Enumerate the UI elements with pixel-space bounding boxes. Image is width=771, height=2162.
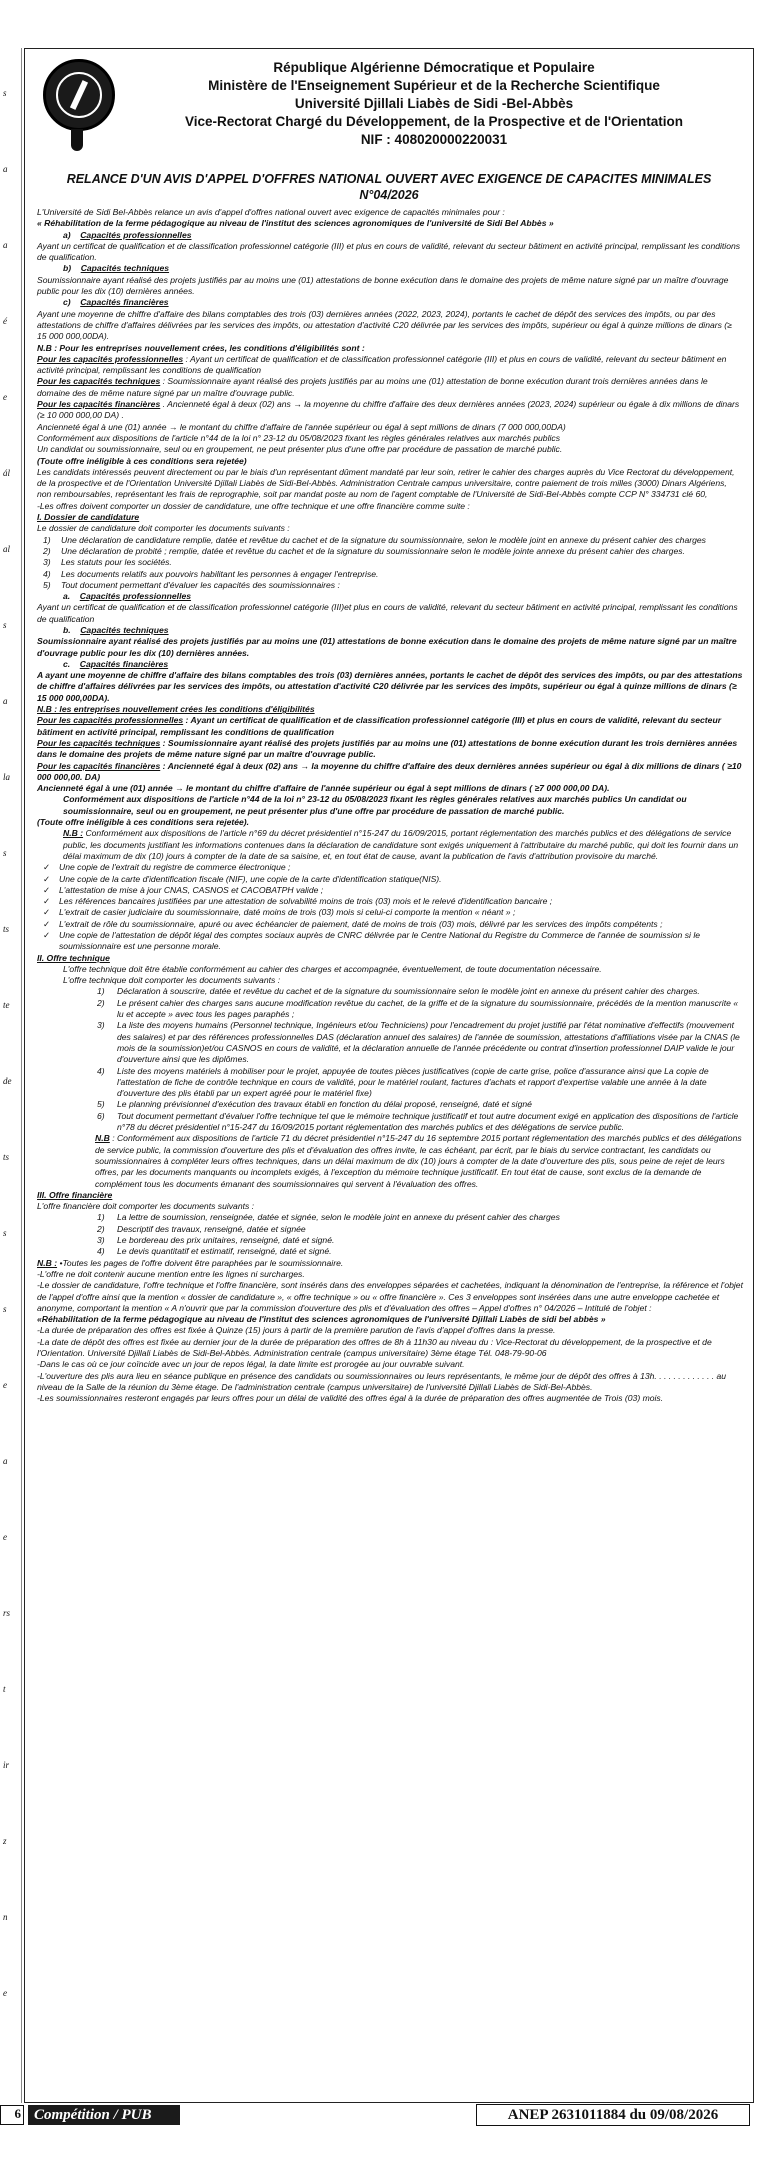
ministry-name: Ministère de l'Enseignement Supérieur et de la Recherche Scientifique — [208, 78, 660, 93]
financiere-p5: -La date de dépôt des offres est fixée au dernier jour de la durée de préparation des offres de 8h à 11h30 au niveau du : Vice-Rectorat du développement, de la prospective et de l'Orientation. Université Djillali Liabès de Sidi-Bel-Abbès. Administration centrale (campus universitaire) 3ème étage Tél. 048-79-90-06 — [37, 1336, 712, 1358]
edge-fragment: a — [3, 1456, 8, 1466]
list-item — [97, 1066, 743, 1100]
dossier-cap-a-heading: a. Capacités professionnelles — [63, 591, 192, 602]
edge-fragment: s — [3, 88, 7, 98]
page-number: 6 — [0, 2105, 24, 2125]
checklist-item: ✓ Les références bancaires justifiées par une attestation de solvabilité moins de trois (03) mois et le relevé d'identification bancaire ; — [37, 896, 743, 907]
financiere-p3: «Réhabilitation de la ferme pédagogique au niveau de l'institut des sciences agronomiques de l'université Djillali Liabès de sidi bel abbès » — [37, 1314, 606, 1325]
vice-rectorate-name: Vice-Rectorat Chargé du Développement, de la Prospective et de l'Orientation — [184, 114, 684, 129]
dossier-list — [37, 535, 743, 591]
financiere-nb: N.B : •Toutes les pages de l'offre doivent être paraphées par le soumissionnaire. — [37, 1257, 344, 1268]
edge-fragment: e — [3, 1380, 7, 1390]
list-item-number: 3) — [43, 557, 51, 568]
announcement-title: RELANCE D'UN AVIS D'APPEL D'OFFRES NATIONAL OUVERT AVEC EXIGENCE DE CAPACITES MINIMALES N°04/2026 — [66, 172, 712, 202]
list-item-text: Une déclaration de candidature remplie, datée et revêtue du cachet et de la signature du soumissionnaire, selon le modèle joint en annexe du présent cahier des charges — [61, 534, 706, 545]
cap-a-text: Ayant un certificat de qualification et de classification professionnel catégorie (III) et plus en cours de validité, relevant du secteur bâtiment en activité principal, remplissant les conditions de qualification. — [37, 240, 741, 263]
republic-name: République Algérienne Démocratique et Populaire — [273, 60, 595, 75]
technique-intro-1: L'offre technique doit être établie conformément au cahier des charges et accompagnée, éventuellement, de toute documentation nécessaire. — [63, 963, 602, 974]
list-item-text: Une déclaration de probité ; remplie, datée et revêtue du cachet et de la signature du soumissionnaire selon le modèle jointe annexe du présent cahier des charges. — [61, 545, 685, 556]
list-item-number: 3) — [97, 1235, 105, 1246]
dossier-nb-fin: Pour les capacités financières : Ancienneté égal à deux (02) ans → la moyenne du chiffre d'affaire des deux dernières années supérieur ou égal à dix millions de dinars ( ≥10 000 000,00. DA) — [37, 760, 742, 782]
logo-stem — [71, 129, 83, 151]
list-item — [97, 1111, 743, 1134]
offers-composition: -Les offres doivent comporter un dossier de candidature, une offre technique et une offre financière comme suite : — [37, 500, 470, 511]
list-item-number: 5) — [43, 579, 51, 590]
list-item-text: Déclaration à souscrire, datée et revêtue du cachet et de la signature du soumissionnaire selon le modèle joint en annexe du présent cahier des charges. — [117, 986, 700, 997]
list-item-number: 3) — [97, 1020, 105, 1031]
dossier-intro: Le dossier de candidature doit comporter les documents suivants : — [37, 523, 290, 534]
anep-reference: ANEP 2631011884 du 09/08/2026 — [476, 2104, 750, 2126]
edge-fragment: al — [3, 544, 11, 554]
dossier-cap-b-text: Soumissionnaire ayant réalisé des projets justifiés par au moins une (01) attestations de bonne exécution dans le domaine des projets de même nature signé par un maître d'ouvrage public pour les dix (10) dernières années. — [37, 636, 737, 658]
dossier-conformement: Conformément aux dispositions de l'article n°44 de la loi n° 23-12 du 05/08/2023 fixant les règles générales relatives aux marchés publics Un candidat ou soumissionnaire, seul ou en groupement, ne peut présenter plus d'une offre par procédure de passation de marché public. — [63, 794, 687, 816]
list-item — [97, 1246, 743, 1257]
university-name: Université Djillali Liabès de Sidi -Bel-Abbès — [294, 96, 574, 111]
list-item-text: Les statuts pour les sociétés. — [61, 557, 172, 568]
technique-list — [37, 986, 743, 1133]
list-item — [97, 1235, 743, 1246]
edge-fragment: a — [3, 164, 8, 174]
list-item-number: 5) — [97, 1099, 105, 1110]
edge-fragment: é — [3, 316, 7, 326]
nif-number: NIF : 408020000220031 — [360, 132, 508, 147]
page-footer — [24, 2103, 754, 2127]
edge-fragment: ts — [3, 1152, 10, 1162]
dossier-cap-c-text: A ayant une moyenne de chiffre d'affaire des bilans comptables des trois (03) dernières années, portants le cachet de dépôt des services des impôts, ou par des attestations de chiffre d'affaires délivrées par les services des impôts, ou attestation d'activité C20 délivrée par les services des impôts, supérieur ou égal à quinze millions de dinars (≥ 15 000 000,00DA). — [37, 670, 743, 703]
technique-intro-2: L'offre technique doit comporter les documents suivants : — [63, 975, 281, 986]
edge-fragment: e — [3, 1532, 7, 1542]
list-item-text: Le devis quantitatif et estimatif, renseigné, daté et signé. — [117, 1246, 332, 1257]
list-item — [97, 1212, 743, 1223]
nb-prof: Pour les capacités professionnelles : Ayant un certificat de qualification et de classification professionnel catégorie (III) et plus en cours de validité, relevant du secteur bâtiment en activité principal, remplissant les conditions de qualification — [37, 353, 727, 376]
nb-candidat: Un candidat ou soumissionnaire, seul ou en groupement, ne peut présenter plus d'une offre par procédure de passation de marché public. — [37, 444, 563, 455]
financiere-heading: III. Offre financière — [37, 1189, 113, 1200]
list-item-number: 4) — [97, 1065, 105, 1076]
dossier-cap-b-heading: b. Capacités techniques — [63, 624, 169, 635]
list-item-text: Le bordereau des prix unitaires, renseigné, daté et signé. — [117, 1235, 335, 1246]
dossier-heading: I. Dossier de candidature — [37, 512, 140, 523]
announcement-body — [25, 207, 753, 1404]
list-item-number: 6) — [97, 1110, 105, 1121]
list-item-text: Liste des moyens matériels à mobiliser pour le projet, appuyée de toutes pièces justificatives (copie de carte grise, police d'assurance ainsi que La copie de l'attestation de fiche de contrôle technique en cours de validité, pour le matériel roulant, factures d'achats et rapport d'expertise valable une année à la date d'ouverture des plis établi par un expert agréé pour le matériel fixe) — [117, 1065, 709, 1099]
list-item-number: 1) — [43, 534, 51, 545]
list-item-text: Tout document permettant d'évaluer l'offre technique tel que le mémoire technique justificatif et tout autre document exigé en application des dispositions de l'article n°78 du décret présidentiel n°15-247 du 16/09/2015 portant réglementation des marchés publics et des délégations de service public. — [117, 1110, 739, 1133]
list-item — [97, 998, 743, 1021]
financiere-p6: -Dans le cas où ce jour coïncide avec un jour de repos légal, la date limite est prorogée au jour ouvrable suivant. — [37, 1359, 465, 1370]
nb-tech: Pour les capacités techniques : Soumissionnaire ayant réalisé des projets justifiés par au moins une (01) attestation de bonne exécution durant trois dernières années dans le domaine des de même nature signé par un maître d'ouvrage public. — [37, 376, 708, 398]
nb-conformement: Conformément aux dispositions de l'article n°44 de la loi n° 23-12 du 05/08/2023 fixant les règles générales relatives aux marchés publics — [37, 432, 561, 443]
financiere-p4: -La durée de préparation des offres est fixée à Quinze (15) jours à partir de la première parution de l'avis d'appel d'offres dans la presse. — [37, 1325, 556, 1336]
list-item-number: 1) — [97, 1212, 105, 1223]
nb-toute-offre: (Toute offre inéligible à ces conditions sera rejetée) — [37, 455, 247, 466]
intro-text: L'Université de Sidi Bel-Abbès relance un avis d'appel d'offres national ouvert avec exigence de capacités minimales pour : — [37, 207, 505, 217]
list-item — [97, 1099, 743, 1110]
cap-b-heading: b) Capacités techniques — [63, 263, 170, 274]
checklist-item: ✓ Une copie de l'attestation de dépôt légal des comptes sociaux auprès de CNRC délivrée par le Centre National du Registre du Commerce de l'année de soumission si le soumissionnaire est une personne morale. — [37, 930, 743, 953]
announcement-frame — [24, 48, 754, 2103]
edge-fragment: s — [3, 1228, 7, 1238]
edge-fragment: e — [3, 392, 7, 402]
edge-fragment: ál — [3, 468, 11, 478]
list-item-text: La liste des moyens humains (Personnel technique, Ingénieurs et/ou Techniciens) pour l'encadrement du projet justifié par l'état nominative d'effectifs (mouvement des salaires) et par des références professionnelles DAS (déclaration annuel des salaires) de l'année de soumission, attestations d'affiliations visée par la CNAS (le mois de la soumission)et/ou CASNOS en cours de validité, et la déclaration annuelle de l'année précédente ou contrat d'insertion professionnel DAIP valide le jour d'ouverture ainsi que les diplômes. — [117, 1020, 740, 1065]
list-item-text: Tout document permettant d'évaluer les capacités des soumissionnaires : — [61, 579, 340, 590]
dossier-nb-prof: Pour les capacités professionnelles : Ayant un certificat de qualification et de classification professionnel catégorie (III) et plus en cours de validité, relevant du secteur bâtiment en activité principal, remplissant les conditions de qualification — [37, 715, 722, 737]
list-item-number: 4) — [43, 568, 51, 579]
cap-b-text: Soumissionnaire ayant réalisé des projets justifiés par au moins une (01) attestations de bonne exécution dans le domaine des projets de même nature signé par un maître d'ouvrage public pour les dix (10) dernières années. — [37, 274, 729, 297]
list-item-text: Le présent cahier des charges sans aucune modification revêtue du cachet, de la griffe et de la signature du soumissionnaire, précédés de la mention manuscrite « lu et accepte » avec tous les pages paraphés ; — [117, 997, 739, 1020]
edge-fragment: n — [3, 1912, 8, 1922]
edge-fragment: s — [3, 848, 7, 858]
nb-anciennete: Ancienneté égal à une (01) année → le montant du chiffre d'affaire de l'année supérieur ou égal à sept millions de dinars (7 000 000,00DA) — [37, 421, 566, 432]
edge-fragment: te — [3, 1000, 10, 1010]
cap-c-text: Ayant une moyenne de chiffre d'affaire des bilans comptables des trois (03) dernières années (2022, 2023, 2024), portants le cachet de dépôt des services des impôts, ou par des attestations de chiffre d'affaires délivrées par les services des impôts, ou attestation d'activité C20 délivrée par les services des impôts, supérieur ou égal à quinze millions de dinars (≥ 15 000 000,00DA). — [37, 308, 732, 342]
financiere-list — [37, 1212, 743, 1257]
competition-pub-label: Compétition / PUB — [28, 2105, 180, 2125]
list-item — [37, 535, 743, 546]
edge-fragment: ts — [3, 924, 10, 934]
list-item — [37, 580, 743, 591]
adjacent-column-edge — [0, 48, 22, 2103]
list-item — [97, 986, 743, 997]
edge-fragment: e — [3, 1988, 7, 1998]
financiere-p7: -L'ouverture des plis aura lieu en séance publique en présence des candidats ou soumissionnaires ou leurs représentants, le même jour de dépôt des offres à 13h. . . . . . . . . . . . . au niveau de la Salle de la réunion du 3ème étage. De l'administration centrale (campus universitaire) de l'université Djillali Liabès de Sidi-Bel-Abbès. — [37, 1370, 727, 1392]
list-item-text: La lettre de soumission, renseignée, datée et signée, selon le modèle joint en annexe du présent cahier des charges — [117, 1212, 560, 1223]
edge-fragment: la — [3, 772, 11, 782]
technique-nb: N.B : Conformément aux dispositions de l'article 71 du décret présidentiel n°15-247 du 16 septembre 2015 portant réglementation des marchés publics et des délégations de service public, la commission d'ouverture des plis et d'évaluation des offres invite, le cas échéant, par écrit, par le biais du service contractant, les candidats ou soumissionnaires à compléter leurs offres techniques, dans un délai maximum de dix (10) jours à compter de la date d'ouverture des plis, sous peine de rejet de leurs offres, par les documents manquants ou incomplets exigés, à l'exception du mémoire technique justificatif. En tout état de cause, sont exclus de la demande de complément tous les documents émanant des soumissionnaires qui servent à l'évaluation des offres. — [95, 1133, 742, 1189]
dossier-nb-tech: Pour les capacités techniques : Soumissionnaire ayant réalisé des projets justifiés par au moins une (01) attestations de bonne exécution durant les trois dernières années dans le domaine des projets de même nature signé par un maître d'ouvrage public. — [37, 737, 738, 760]
dossier-nb-heading: N.B : les entreprises nouvellement crées les conditions d'éligibilités — [37, 704, 315, 715]
edge-fragment: a — [3, 240, 8, 250]
list-item — [37, 546, 743, 557]
edge-fragment: s — [3, 1304, 7, 1314]
checklist-item: ✓ Une copie de l'extrait du registre de commerce électronique ; — [37, 862, 743, 873]
dossier-nb2: N.B : Conformément aux dispositions de l'article n°69 du décret présidentiel n°15-247 du 16/09/2015, portant réglementation des marchés publics et des délégations de service public, les documents justifiant les informations contenues dans la déclaration de candidature sont exigés uniquement à l'attributaire du marché public, qui doit les fournir dans un délai maximum de dix (10) jours à compter de la date de sa saisine, et, en tout état de cause, avant la publication de l'avis d'attribution provisoire du marché. — [63, 828, 739, 861]
list-item-number: 4) — [97, 1246, 105, 1257]
list-item-number: 2) — [97, 1223, 105, 1234]
nb-new-companies-heading: N.B : Pour les entreprises nouvellement crées, les conditions d'éligibilités sont : — [37, 342, 365, 353]
list-item-text: Descriptif des travaux, renseigné, datée et signée — [117, 1223, 306, 1234]
technique-heading: II. Offre technique — [37, 952, 110, 963]
checklist-item: ✓ L'extrait de rôle du soumissionnaire, apuré ou avec échéancier de paiement, daté de moins de trois (03) mois, délivré par les services des impôts compétents ; — [37, 919, 743, 930]
list-item-number: 2) — [43, 545, 51, 556]
list-item — [97, 1224, 743, 1235]
list-item — [37, 569, 743, 580]
project-title: « Réhabilitation de la ferme pédagogique au niveau de l'institut des sciences agronomiques de l'université de Sidi Bel Abbès » — [37, 218, 554, 229]
letterhead — [25, 49, 753, 167]
list-item-text: Les documents relatifs aux pouvoirs habilitant les personnes à engager l'entreprise. — [61, 568, 379, 579]
edge-fragment: rs — [3, 1608, 11, 1618]
dossier-nb-anciennete: Ancienneté égal à une (01) année → le montant du chiffre d'affaire de l'année supérieur ou égal à sept millions de dinars ( ≥7 000 000,00 DA). — [37, 783, 610, 794]
edge-fragment: s — [3, 620, 7, 630]
financiere-p1: -L'offre ne doit contenir aucune mention entre les lignes ni surcharges. — [37, 1268, 305, 1279]
list-item — [37, 557, 743, 568]
list-item-text: Le planning prévisionnel d'exécution des travaux établi en fonction du délai proposé, renseigné, daté et signé — [117, 1099, 532, 1110]
financiere-intro: L'offre financière doit comporter les documents suivants : — [37, 1201, 255, 1212]
financiere-p8: -Les soumissionnaires resteront engagés par leurs offres pour un délai de validité des offres égal à la durée de préparation des offres augmentée de Trois (03) mois. — [37, 1393, 664, 1404]
list-item-number: 2) — [97, 997, 105, 1008]
nb-fin: Pour les capacités financières . Ancienneté égal à deux (02) ans → la moyenne du chiffre d'affaire des deux dernières années (2023, 2024) supérieur ou égale à dix millions de dinars (≥ 10 000 000,00 DA) . — [37, 399, 740, 421]
cap-a-heading: a) Capacités professionnelles — [63, 229, 192, 240]
dossier-cap-a-text: Ayant un certificat de qualification et de classification professionnel catégorie (III)et plus en cours de validité, relevant du secteur bâtiment en activité principal, remplissant les conditions de qualification — [37, 602, 738, 624]
edge-fragment: de — [3, 1076, 12, 1086]
cap-c-heading: c) Capacités financières — [63, 297, 169, 308]
edge-fragment: t — [3, 1684, 6, 1694]
list-item-number: 1) — [97, 986, 105, 997]
edge-fragment: ir — [3, 1760, 10, 1770]
edge-fragment: a — [3, 696, 8, 706]
checklist-item: ✓ L'attestation de mise à jour CNAS, CASNOS et CACOBATPH valide ; — [37, 885, 743, 896]
university-logo — [43, 59, 115, 131]
edge-fragment: z — [3, 1836, 7, 1846]
dossier-toute-offre: (Toute offre inéligible à ces conditions sera rejetée). — [37, 817, 250, 828]
dossier-cap-c-heading: c. Capacités financières — [63, 658, 169, 669]
list-item — [97, 1020, 743, 1065]
financiere-p2: -Le dossier de candidature, l'offre technique et l'offre financière, sont insérés dans des enveloppes séparées et cachetées, indiquant la dénomination de l'entreprise, la référence et l'objet de l'appel d'offre ainsi que la mention « dossier de candidature », « offre technique » ou « offre financière ». Ces 3 enveloppes sont insérées dans une autre enveloppe cachetée et anonyme, comportant la mention « A n'ouvrir que par la commission d'ouverture des plis et d'évaluation des offres – Appel d'offres n° 04/2026 – Intitulé de l'objet : — [37, 1280, 743, 1313]
attributaire-documents-list — [37, 862, 743, 952]
checklist-item: ✓ Une copie de la carte d'identification fiscale (NIF), une copie de la carte d'identification statique(NIS). — [37, 874, 743, 885]
checklist-item: ✓ L'extrait de casier judiciaire du soumissionnaire, daté moins de trois (03) mois si celui-ci comporte la mention « néant » ; — [37, 907, 743, 918]
withdrawal-terms: Les candidats intéressés peuvent directement ou par le biais d'un représentant dûment mandaté par leur soin, retirer le cahier des charges auprès du Vice Rectorat du développement, de la prospective et de l'Orientation Université Djillali Liabès de Sidi-Bel-Abbès. Administration Centrale campus universitaire, contre paiement de trois milles (3000) Dinars Algériens, non remboursables, représentant les frais de reprographie, soit par mandat poste au nom de l'agent comptable de l'Université de Sidi-Bel-Abbès compte CCP N° 334731 clé 60, — [37, 466, 735, 500]
